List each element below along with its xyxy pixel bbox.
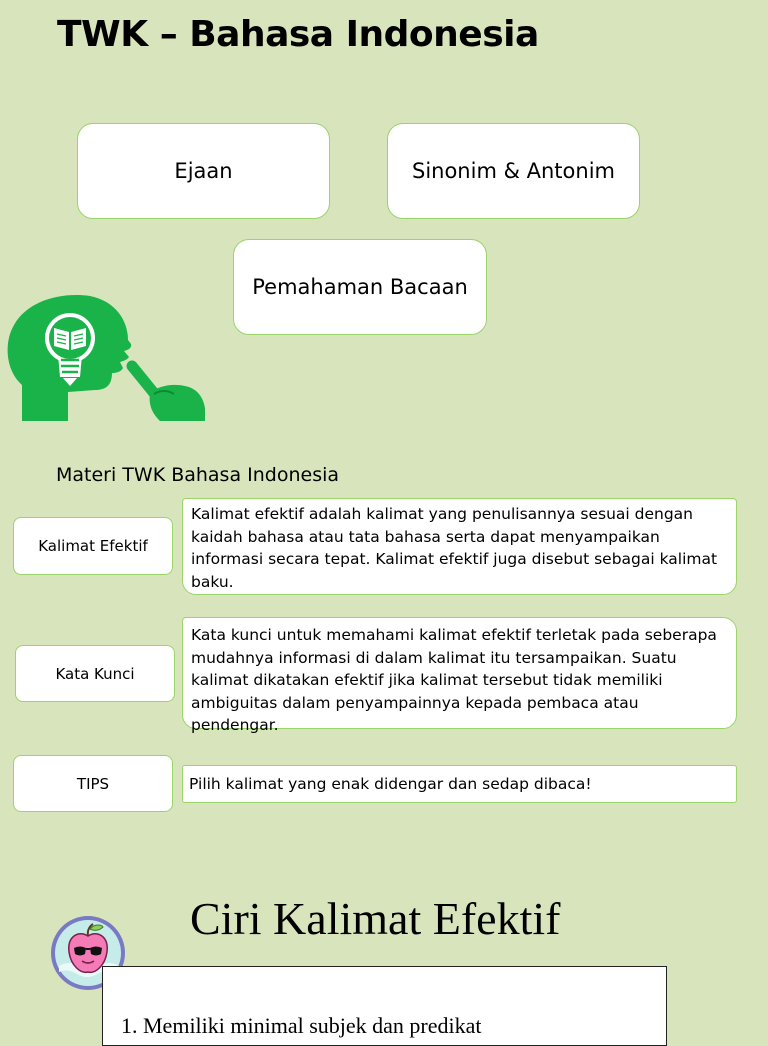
- topic-card-pemahaman-bacaan: [233, 239, 487, 335]
- row-label-text: Kalimat Efektif: [38, 537, 148, 555]
- ciri-heading: Ciri Kalimat Efektif: [190, 893, 561, 944]
- row-description-kalimat-efektif: [182, 498, 737, 595]
- row-label-text: TIPS: [76, 774, 110, 793]
- topic-label: Ejaan: [174, 159, 233, 183]
- row-label-tips: [13, 755, 173, 812]
- row-label-text: Kata Kunci: [55, 664, 135, 683]
- row-description-text: Pilih kalimat yang enak didengar dan sedap dibaca!: [189, 774, 592, 793]
- head-lightbulb-book-icon: [0, 290, 215, 425]
- topic-label: Sinonim & Antonim: [411, 159, 615, 183]
- row-label-kata-kunci: [15, 645, 175, 702]
- topic-card-ejaan: [77, 123, 330, 219]
- ciri-list-item: 1. Memiliki minimal subjek dan predikat: [121, 1013, 482, 1038]
- row-description-text: Kalimat efektif adalah kalimat yang penulisannya sesuai dengan kaidah bahasa atau tata bahasa serta dapat menyampaikan informasi secara tepat. Kalimat efektif juga disebut sebagai kalimat baku.: [191, 505, 718, 591]
- page-title: TWK – Bahasa Indonesia: [57, 14, 539, 55]
- ciri-list-box: [102, 966, 667, 1046]
- row-description-tips: [182, 765, 737, 803]
- topic-label: Pemahaman Bacaan: [252, 275, 468, 299]
- section-label: Materi TWK Bahasa Indonesia: [56, 464, 340, 486]
- row-description-kata-kunci: [182, 617, 737, 734]
- row-label-kalimat-efektif: [13, 517, 173, 575]
- row-description-text: Kata kunci untuk memahami kalimat efektif terletak pada seberapa mudahnya informasi di dalam kalimat itu tersampaikan. Suatu kalimat dikatakan efektif jika kalimat tersebut tidak memiliki ambiguitas dalam penyampainnya kepada pembaca atau pendengar.: [191, 626, 717, 734]
- topic-card-sinonim-antonim: [387, 123, 640, 219]
